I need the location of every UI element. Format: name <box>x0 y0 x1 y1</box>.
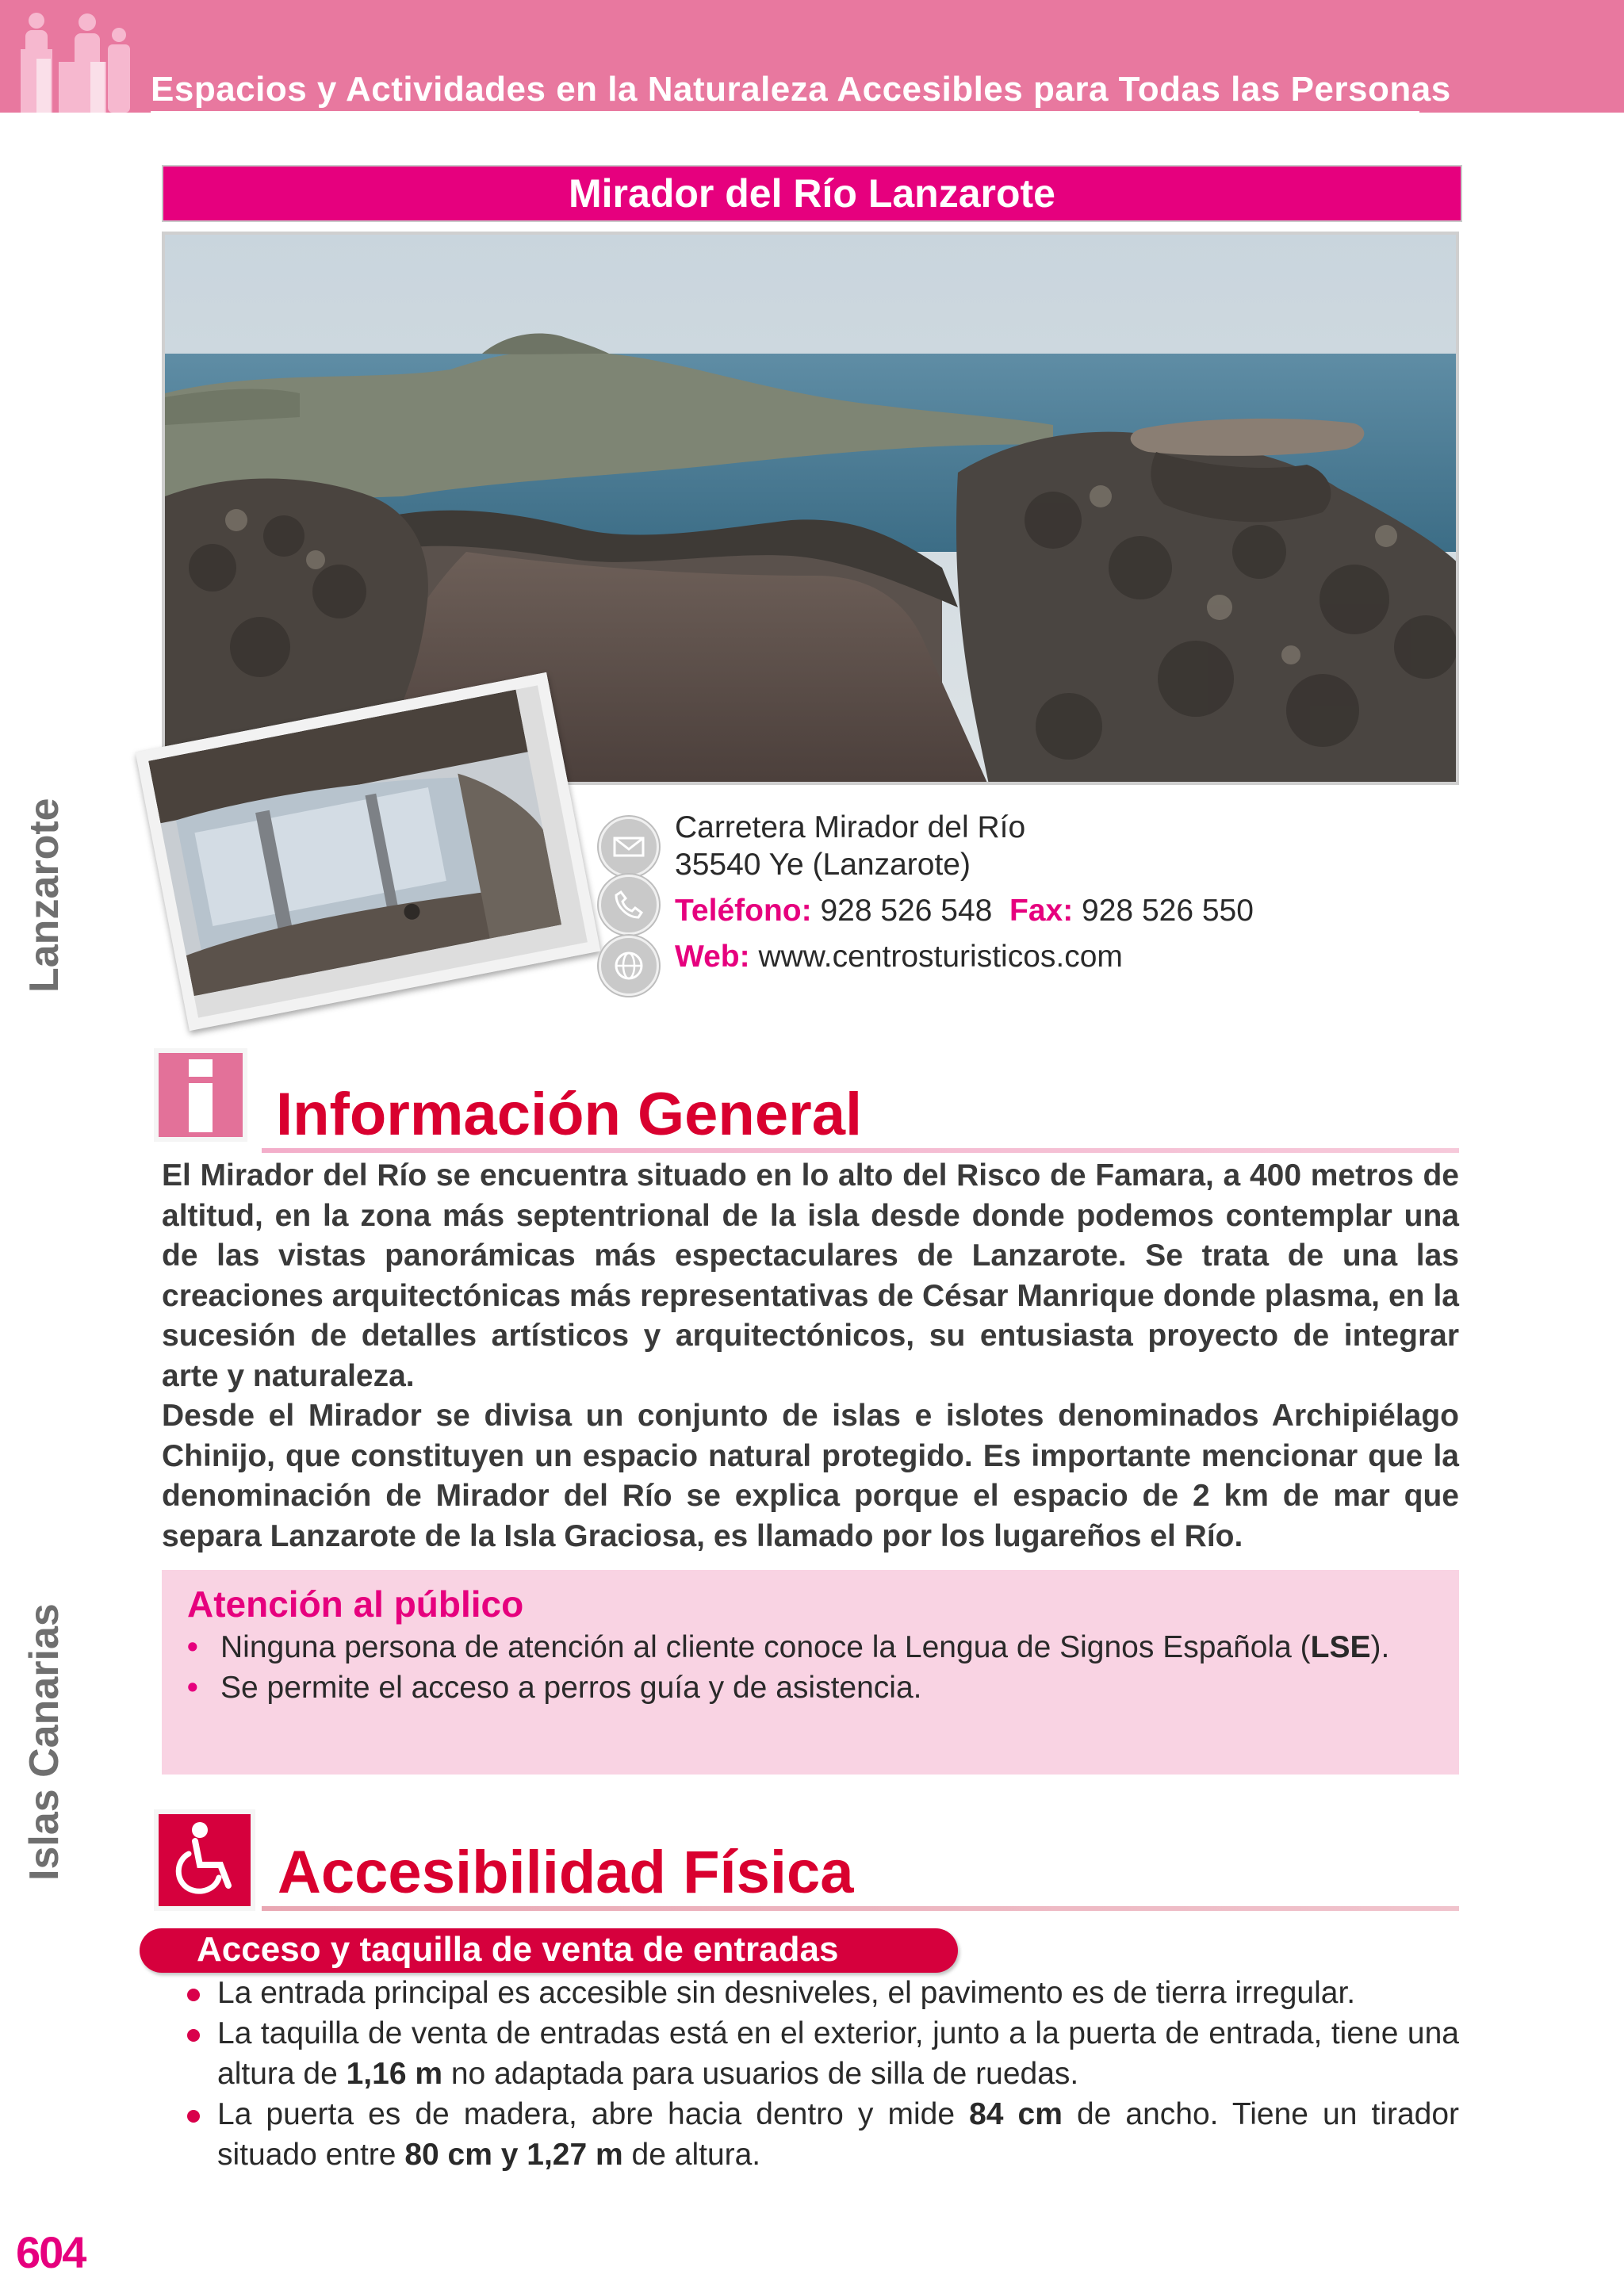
access-list <box>187 1973 1459 2175</box>
web-link[interactable]: www.centrosturisticos.com <box>758 940 1123 974</box>
bullet-icon: • <box>187 1630 198 1664</box>
address-line-2: 35540 Ye (Lanzarote) <box>675 848 971 882</box>
attention-list <box>187 1627 1443 1708</box>
phone-label: Teléfono: <box>675 894 812 928</box>
place-title-bar <box>162 165 1462 222</box>
info-general-heading: Información General <box>276 1081 863 1148</box>
wheelchair-icon <box>154 1809 247 1903</box>
header-title: Espacios y Actividades en la Naturaleza Accesibles para Todas las Personas <box>151 70 1419 115</box>
place-title: Mirador del Río Lanzarote <box>569 171 1055 216</box>
bullet-icon <box>187 2029 200 2042</box>
info-icon <box>154 1048 247 1142</box>
bullet-icon <box>187 2110 200 2123</box>
fax-number: 928 526 550 <box>1082 894 1254 928</box>
subsection-title: Acceso y taquilla de venta de entradas <box>197 1930 839 1969</box>
page-number: 604 <box>16 2227 86 2277</box>
list-item: • Ninguna persona de atención al cliente conoce la Lengua de Signos Española (LSE). <box>187 1627 1443 1667</box>
list-item: La entrada principal es accesible sin desniveles, el pavimento es de tierra irregular. <box>187 1973 1459 2013</box>
list-item: • Se permite el acceso a perros guía y de asistencia. <box>187 1667 1443 1708</box>
logo-icon <box>14 11 149 113</box>
info-general-body <box>162 1156 1459 1556</box>
fax-label: Fax: <box>1009 894 1074 928</box>
bullet-icon: • <box>187 1671 198 1705</box>
list-item: La puerta es de madera, abre hacia dentro y mide 84 cm de ancho. Tiene un tirador situado entre 80 cm y 1,27 m de altura. <box>187 2094 1459 2175</box>
phone-fax-line <box>675 894 1254 928</box>
info-heading-rule <box>262 1148 1459 1153</box>
bullet-icon <box>187 1989 200 2001</box>
mail-icon <box>599 817 659 877</box>
phone-number: 928 526 548 <box>820 894 993 928</box>
accesibilidad-heading-rule <box>262 1906 1459 1911</box>
main-photo <box>162 232 1459 785</box>
accesibilidad-heading: Accesibilidad Física <box>278 1839 854 1906</box>
side-label-islas-canarias: Islas Canarias <box>21 1603 67 1881</box>
side-label-lanzarote: Lanzarote <box>21 798 67 993</box>
globe-icon <box>599 936 659 996</box>
info-paragraph-2: Desde el Mirador se divisa un conjunto de islas e islotes denominados Archipiélago Chinijo, que constituyen un espacio natural protegido. Es importante mencionar que la denominación de Mirador del Río se explica porque el espacio de 2 km de mar que separa Lanzarote de la Isla Graciosa, es llamado por los lugareños el Río. <box>162 1399 1459 1553</box>
web-line <box>675 940 1123 974</box>
web-label: Web: <box>675 940 750 974</box>
address-line-1: Carretera Mirador del Río <box>675 810 1026 844</box>
phone-icon <box>599 875 659 935</box>
info-paragraph-1: El Mirador del Río se encuentra situado en lo alto del Risco de Famara, a 400 metros de altitud, en la zona más septentrional de la isla desde donde podemos contemplar una de las vistas panorámicas más espectaculares de Lanzarote. Se trata de una las creaciones arquitectónicas más representativas de César Manrique donde plasma, en la sucesión de detalles artísticos y arquitectónicos, su entusiasta proyecto de integrar arte y naturaleza. <box>162 1158 1459 1393</box>
list-item: La taquilla de venta de entradas está en el exterior, junto a la puerta de entrada, tiene una altura de 1,16 m no adaptada para usuarios de silla de ruedas. <box>187 2013 1459 2094</box>
attention-title: Atención al público <box>187 1583 524 1625</box>
